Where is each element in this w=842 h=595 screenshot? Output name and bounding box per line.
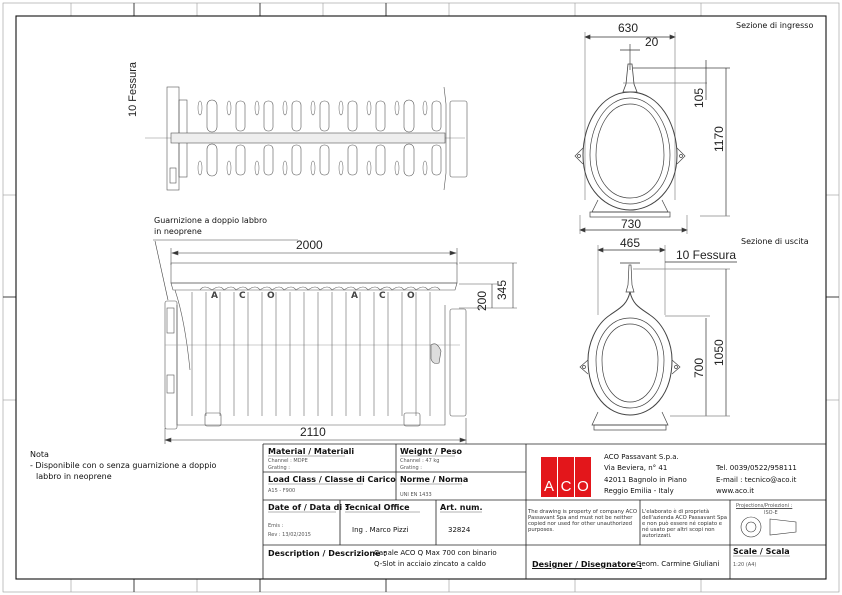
norm-header: Norme / Norma — [400, 475, 469, 484]
projection-header: Projections/Proiezioni : — [736, 503, 793, 509]
load-class-value: A15 - F900 — [268, 488, 296, 494]
material-grating: Grating : — [268, 465, 290, 471]
side-view-letter: A — [351, 291, 358, 301]
date-header: Date of / Data di : — [268, 503, 349, 512]
company-tel: Tel. 0039/0522/958111 — [716, 464, 797, 472]
company-web: www.aco.it — [716, 487, 754, 495]
logo-letter: C — [558, 457, 575, 497]
section-label-inlet: Sezione di ingresso — [736, 21, 814, 30]
aco-logo — [541, 457, 591, 497]
legal-notice-it: L'elaborato è di proprietà dell'azienda ACO Passavant Spa e non può essere né copiato e né usato per altri scopi non autorizzati. — [642, 509, 727, 540]
side-view-letter: C — [239, 291, 246, 301]
weight-channel: Channel : 47 kg — [400, 458, 440, 464]
gasket-callout-line2: in neoprene — [154, 227, 202, 236]
projection-symbol — [741, 517, 796, 537]
designer-header: Designer / Disegnatore : — [532, 560, 642, 569]
note-line2: labbro in neoprene — [36, 472, 112, 481]
section-label-outlet: Sezione di uscita — [741, 237, 809, 246]
dimension-105: 105 — [692, 87, 706, 108]
dimension-345: 345 — [495, 279, 509, 300]
scale-header: Scale / Scala — [733, 547, 790, 556]
side-view-letter: C — [379, 291, 386, 301]
designer-value: Geom. Carmine Giuliani — [636, 560, 720, 568]
logo-letter: A — [541, 457, 558, 497]
date-emis: Emis : — [268, 523, 284, 529]
dimension-1050: 1050 — [712, 339, 726, 366]
legal-notice-en: The drawing is property of company ACO Passavant Spa and must not be neither copied nor used for other unauthorized purposes. — [528, 509, 638, 534]
description-line1: Canale ACO Q Max 700 con binario — [374, 549, 497, 557]
date-rev: Rev : 13/02/2015 — [268, 532, 311, 538]
dimension-2110: 2110 — [300, 425, 326, 439]
office-header: Tecnical Office — [345, 503, 410, 512]
slot-callout-top-view: 10 Fessura — [127, 61, 139, 117]
company-street: Via Beviera, n° 41 — [604, 464, 668, 472]
dimension-1170: 1170 — [712, 126, 726, 152]
load-class-header: Load Class / Classe di Carico — [268, 475, 396, 484]
dimension-630: 630 — [618, 21, 639, 35]
slot-callout-outlet: 10 Fessura — [676, 248, 737, 262]
company-name: ACO Passavant S.p.a. — [604, 453, 679, 461]
company-region: Reggio Emilia - Italy — [604, 487, 674, 495]
side-view-letter: O — [267, 291, 275, 301]
office-value: Ing . Marco Pizzi — [352, 526, 409, 534]
material-header: Material / Materiali — [268, 447, 355, 456]
side-view-letter: A — [211, 291, 218, 301]
weight-grating: Grating : — [400, 465, 422, 471]
projection-value: ISO-E — [764, 510, 778, 516]
weight-header: Weight / Peso — [400, 447, 462, 456]
dimension-700: 700 — [692, 357, 706, 378]
logo-letter: O — [577, 478, 589, 495]
art-num-header: Art. num. — [440, 503, 483, 512]
dimension-2000: 2000 — [296, 238, 323, 252]
gasket-callout-line1: Guarnizione a doppio labbro — [154, 216, 267, 225]
company-city: 42011 Bagnolo in Piano — [604, 476, 687, 484]
dimension-730: 730 — [621, 217, 642, 231]
description-line2: Q-Slot in acciaio zincato a caldo — [374, 560, 486, 568]
note-line1: - Disponibile con o senza guarnizione a doppio — [30, 461, 217, 470]
scale-value: 1:20 (A4) — [733, 562, 757, 568]
material-channel: Channel : MDPE — [268, 458, 308, 464]
company-email: E-mail : tecnico@aco.it — [716, 476, 797, 484]
note-title: Nota — [30, 450, 49, 459]
art-num-value: 32824 — [448, 526, 471, 534]
norm-value: UNI EN 1433 — [400, 492, 432, 498]
dimension-200: 200 — [475, 290, 489, 311]
dimension-20: 20 — [645, 35, 659, 49]
side-view-letter: O — [407, 291, 415, 301]
description-header: Description / Descrizione : — [268, 549, 387, 558]
dimension-465: 465 — [620, 236, 641, 250]
